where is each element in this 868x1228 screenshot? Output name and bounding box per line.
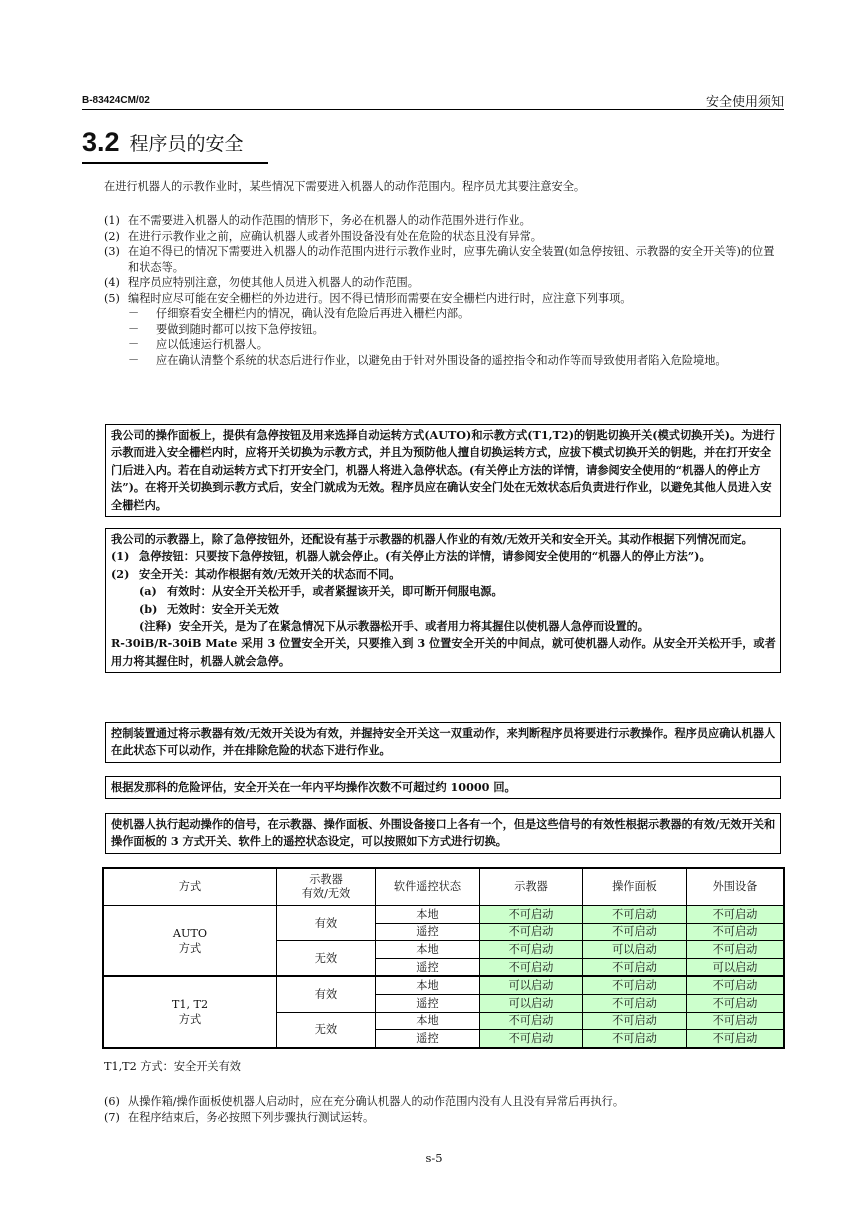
value-cell: 不可启动	[687, 976, 785, 994]
value-cell: 可以启动	[480, 994, 583, 1012]
header-rule	[82, 109, 784, 110]
value-cell: 不可启动	[480, 1012, 583, 1030]
notice-box-dual-action: 控制装置通过将示教器有效/无效开关设为有效，并握持安全开关这一双重动作，来判断程序员将要进行示教操作。程序员应确认机器人在此状态下可以动作，并在排除危险的状态下进行作业。	[105, 722, 781, 763]
list-item: (1) 在不需要进入机器人的动作范围的情形下，务必在机器人的动作范围外进行作业。	[104, 214, 531, 227]
value-cell: 不可启动	[583, 994, 687, 1012]
col-header-mode: 方式	[103, 868, 277, 906]
value-cell: 不可启动	[480, 941, 583, 959]
value-cell: 不可启动	[480, 1030, 583, 1048]
box-sub-item: (a) 有效时：从安全开关松开手，或者紧握该开关，即可断开伺服电源。	[139, 584, 503, 599]
value-cell: 可以启动	[687, 958, 785, 976]
remote-cell: 遥控	[376, 958, 480, 976]
sub-list-item: － 应在确认清整个系统的状态后进行作业，以避免由于针对外围设备的遥控指令和动作等而导致使用者陷入危险境地。	[128, 353, 727, 367]
precaution-list	[104, 213, 784, 368]
value-cell: 不可启动	[687, 906, 785, 924]
table-header-row	[103, 868, 784, 906]
list-item: (7) 在程序结束后，务必按照下列步骤执行测试运转。	[104, 1110, 375, 1124]
remote-cell: 本地	[376, 976, 480, 994]
table-row	[103, 906, 784, 924]
tp-enable-cell: 有效	[277, 906, 376, 941]
remote-cell: 本地	[376, 1012, 480, 1030]
list-item: (6) 从操作箱/操作面板使机器人启动时，应在充分确认机器人的动作范围内没有人且没有异常后再执行。	[104, 1095, 625, 1108]
list-item: (2) 在进行示教作业之前，应确认机器人或者外围设备没有处在危险的状态且没有异常。	[104, 229, 542, 243]
value-cell: 不可启动	[583, 1030, 687, 1048]
value-cell: 不可启动	[583, 1012, 687, 1030]
list-item: (4) 程序员应特别注意，勿使其他人员进入机器人的动作范围。	[104, 276, 419, 289]
page-number: s-5	[425, 1151, 443, 1165]
value-cell: 不可启动	[687, 923, 785, 941]
col-header-peripheral: 外围设备	[687, 868, 785, 906]
doc-code: B-83424CM/02	[82, 95, 150, 106]
box-item: (1) 急停按钮：只要按下急停按钮，机器人就会停止。(有关停止方法的详情，请参阅安全使用的“机器人的停止方法”)。	[111, 549, 711, 564]
remote-cell: 遥控	[376, 994, 480, 1012]
remote-cell: 遥控	[376, 923, 480, 941]
continued-list	[104, 1094, 784, 1125]
section-title: 程序员的安全	[129, 133, 244, 155]
value-cell: 不可启动	[687, 941, 785, 959]
col-header-panel: 操作面板	[583, 868, 687, 906]
chapter-title: 安全使用须知	[705, 95, 784, 110]
tp-enable-cell: 无效	[277, 1012, 376, 1048]
mode-cell: T1, T2 方式	[103, 976, 277, 1047]
tp-enable-cell: 无效	[277, 941, 376, 977]
box-note: (注释) 安全开关，是为了在紧急情况下从示教器松开手、或者用力将其握住以使机器人急停而设置的。	[139, 619, 649, 634]
notice-box-teach-pendant: 我公司的示教器上，除了急停按钮外，还配设有基于示教器的机器人作业的有效/无效开关和安全开关。其动作根据下列情况而定。 (1) 急停按钮：只要按下急停按钮，机器人就会停止。(有关停止方法的详情，请参阅安全使用的“机器人的停止方法”)。 (2) 安全开关：其动作根据有效/无效开关的状态而不同。 (a) 有效时：从安全开关松开手，或者紧握该开关，即可断开伺服电源。 (b) 无效时：安全开关无效 (注释) 安全开关，是为了在紧急情况下从示教器松开手、或者用力将其握住以使机器人急停而设置的。 R-30iB/R-30iB Mate 采用 3 位置安全开关，只要推入到 3 位置安全开关的中间点，就可使机器人动作。从安全开关松开手，或者用力将其握住时，机器人就会急停。	[105, 528, 781, 673]
col-header-tp-enable: 示教器 有效/无效	[277, 868, 376, 906]
sub-list-item: － 应以低速运行机器人。	[128, 338, 268, 351]
remote-cell: 遥控	[376, 1030, 480, 1048]
value-cell: 不可启动	[583, 906, 687, 924]
list-item: (3) 在迫不得已的情况下需要进入机器人的动作范围内进行示教作业时，应事先确认安全装置(如急停按钮、示教器的安全开关等)的位置和状态等。	[104, 245, 775, 274]
value-cell: 不可启动	[687, 1030, 785, 1048]
sub-list-item: － 仔细察看安全栅栏内的情况，确认没有危险后再进入栅栏内部。	[128, 307, 470, 320]
notice-box-start-signal: 使机器人执行起动操作的信号，在示教器、操作面板、外围设备接口上各有一个，但是这些信号的有效性根据示教器的有效/无效开关和操作面板的 3 方式开关、软件上的遥控状态设定，可以按照如下方式进行切换。	[105, 813, 781, 854]
value-cell: 不可启动	[583, 976, 687, 994]
notice-box-switch-count: 根据发那科的危险评估，安全开关在一年内平均操作次数不可超过约 10000 回。	[105, 776, 781, 799]
mode-cell: AUTO 方式	[103, 906, 277, 977]
remote-cell: 本地	[376, 906, 480, 924]
table-row	[103, 976, 784, 994]
tp-enable-cell: 有效	[277, 976, 376, 1012]
box-item: (2) 安全开关：其动作根据有效/无效开关的状态而不同。	[111, 566, 401, 581]
col-header-tp: 示教器	[480, 868, 583, 906]
value-cell: 不可启动	[480, 923, 583, 941]
col-header-remote: 软件遥控状态	[376, 868, 480, 906]
table-note: T1,T2 方式：安全开关有效	[104, 1060, 241, 1073]
sub-list-item: － 要做到随时都可以按下急停按钮。	[128, 322, 324, 336]
value-cell: 不可启动	[687, 994, 785, 1012]
box-note-detail: R-30iB/R-30iB Mate 采用 3 位置安全开关，只要推入到 3 位置安全开关的中间点，就可使机器人动作。从安全开关松开手，或者用力将其握住时，机器人就会急停。	[111, 636, 776, 668]
value-cell: 不可启动	[583, 958, 687, 976]
section-rule	[82, 162, 268, 164]
value-cell: 不可启动	[687, 1012, 785, 1030]
remote-cell: 本地	[376, 941, 480, 959]
notice-box-operation-panel: 我公司的操作面板上，提供有急停按钮及用来选择自动运转方式(AUTO)和示教方式(T1,T2)的钥匙切换开关(模式切换开关)。为进行示教而进入安全栅栏内时，应将开关切换为示教方式，并且为预防他人擅自切换运转方式，应拔下模式切换开关的钥匙，并在打开安全门后进入内。若在自动运转方式下打开安全门，机器人将进入急停状态。(有关停止方法的详情，请参阅安全使用的“机器人的停止方法”)。在将开关切换到示教方式后，安全门就成为无效。程序员应在确认安全门处在无效状态后负责进行作业，以避免其他人员进入安全栅栏内。	[105, 424, 781, 517]
box-sub-item: (b) 无效时：安全开关无效	[139, 601, 279, 616]
value-cell: 不可启动	[583, 923, 687, 941]
list-item: (5) 编程时应尽可能在安全栅栏的外边进行。因不得已情形而需要在安全栅栏内进行时，应注意下列事项。	[104, 291, 632, 305]
intro-paragraph: 在进行机器人的示教作业时，某些情况下需要进入机器人的动作范围内。程序员尤其要注意安全。	[104, 180, 586, 193]
section-number: 3.2	[82, 127, 120, 157]
start-signal-table	[102, 867, 785, 1049]
value-cell: 可以启动	[480, 976, 583, 994]
value-cell: 不可启动	[480, 906, 583, 924]
value-cell: 可以启动	[583, 941, 687, 959]
section-heading	[82, 127, 244, 158]
value-cell: 不可启动	[480, 958, 583, 976]
